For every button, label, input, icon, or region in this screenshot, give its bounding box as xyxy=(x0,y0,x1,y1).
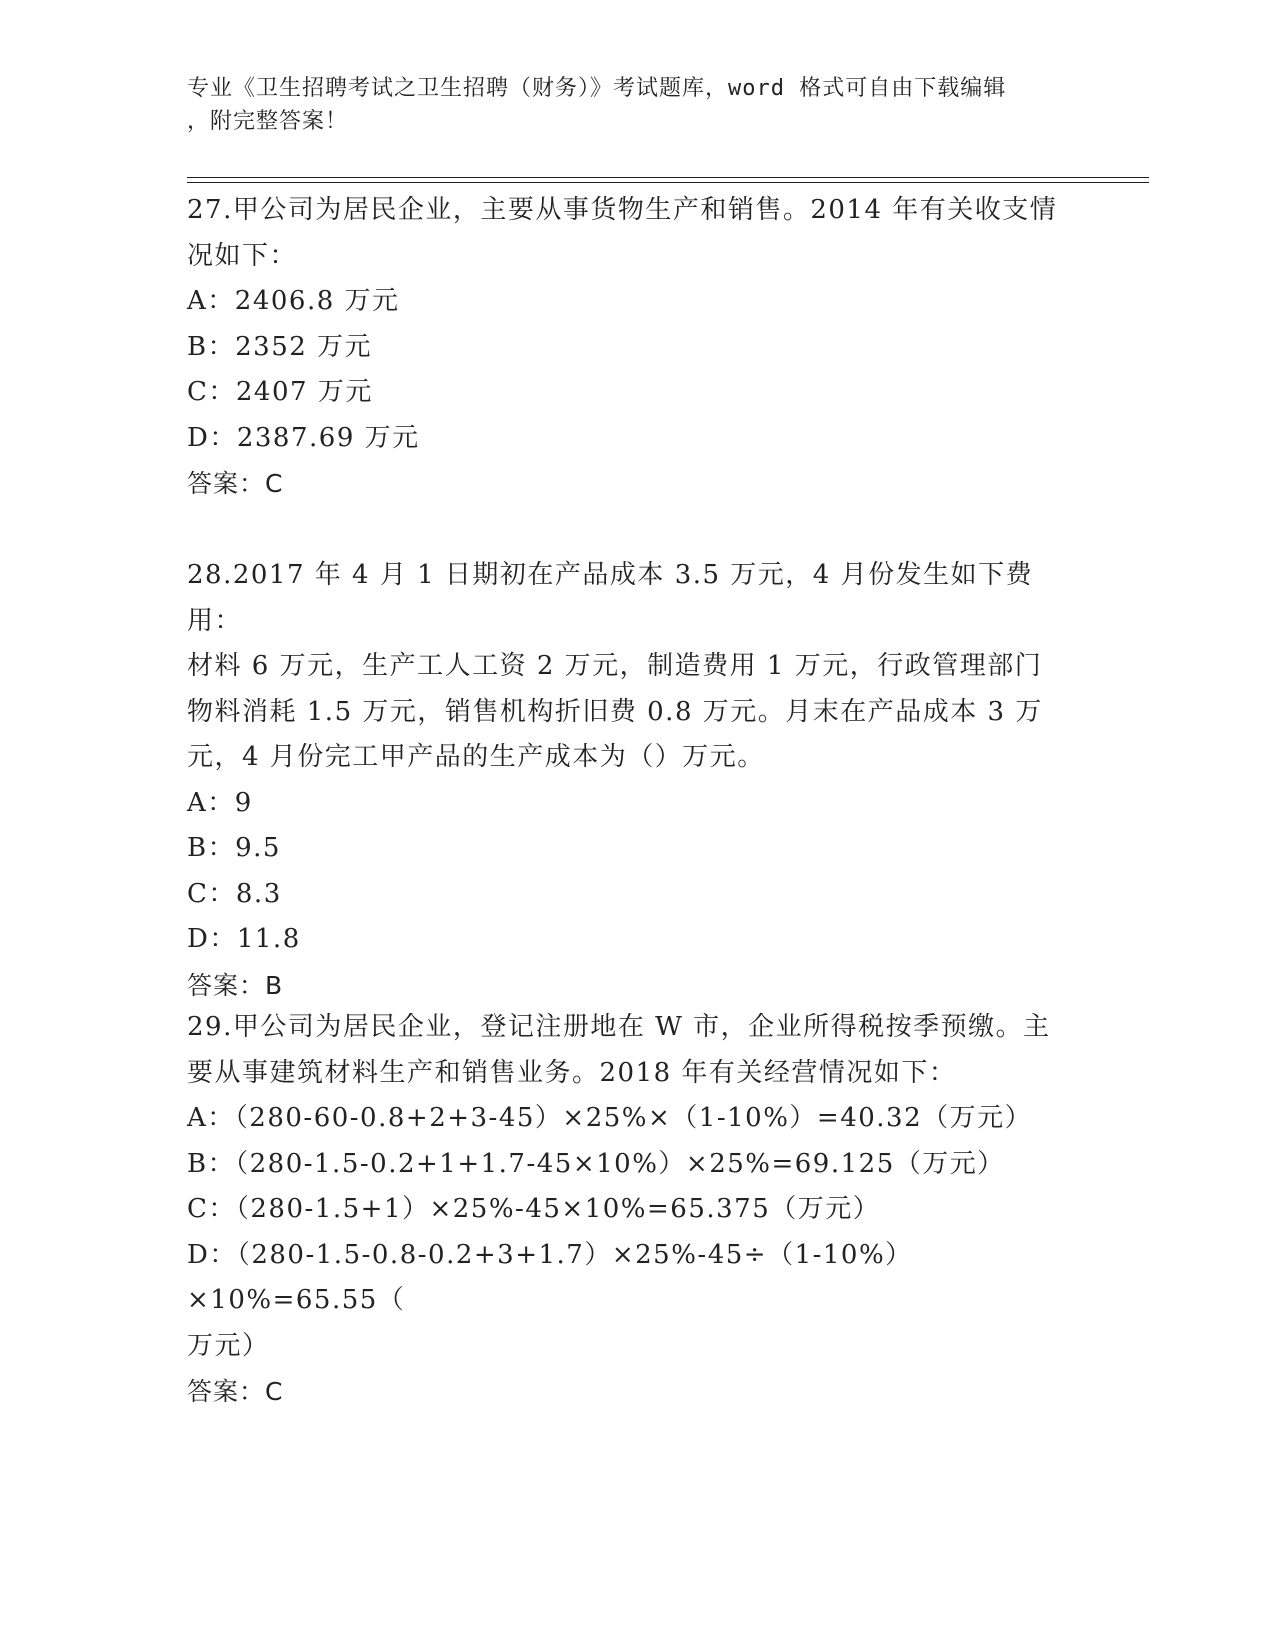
question-stem-line: 物料消耗 1.5 万元，销售机构折旧费 0.8 万元。月末在产品成本 3 万 xyxy=(187,696,1043,727)
document-header xyxy=(187,72,1067,138)
answer-line: 答案：C xyxy=(187,469,284,498)
option-a: A：（280-60-0.8+2+3-45）×25%×（1-10%）=40.32（万元） xyxy=(187,1103,1033,1133)
option-d: D：11.8 xyxy=(187,924,301,954)
question-stem-line: 材料 6 万元，生产工人工资 2 万元，制造费用 1 万元，行政管理部门 xyxy=(187,651,1043,681)
header-line: 专业《卫生招聘考试之卫生招聘（财务）》考试题库，word 格式可自由下载编辑 xyxy=(187,76,1007,101)
option-b: B：（280-1.5-0.2+1+1.7-45×10%）×25%=69.125（万元） xyxy=(187,1148,1005,1179)
answer-line: 答案：C xyxy=(187,1377,284,1406)
question-stem-line: 要从事建筑材料生产和销售业务。2018 年有关经营情况如下： xyxy=(187,1057,957,1088)
question-stem-line: 27.甲公司为居民企业，主要从事货物生产和销售。2014 年有关收支情 xyxy=(187,195,1058,225)
answer-line: 答案：B xyxy=(187,970,284,1000)
question-stem-line: 29.甲公司为居民企业，登记注册地在 W 市，企业所得税按季预缴。主 xyxy=(187,1012,1051,1042)
question-28 xyxy=(187,553,1087,1008)
question-27 xyxy=(187,188,1087,507)
header-divider xyxy=(187,177,1149,178)
question-stem-line: 28.2017 年 4 月 1 日期初在产品成本 3.5 万元，4 月份发生如下费用： xyxy=(187,560,1034,636)
option-a: A：9 xyxy=(187,787,253,818)
header-line: ，附完整答案！ xyxy=(187,109,349,134)
option-c: C：（280-1.5+1）×25%-45×10%=65.375（万元） xyxy=(187,1194,881,1224)
question-29 xyxy=(187,1005,1087,1415)
option-d: D：2387.69 万元 xyxy=(187,422,420,453)
question-stem-line: 况如下： xyxy=(187,240,298,271)
option-a: A：2406.8 万元 xyxy=(187,286,400,316)
option-c: C：2407 万元 xyxy=(187,377,373,407)
question-stem-line: 元，4 月份完工甲产品的生产成本为（）万元。 xyxy=(187,742,765,772)
option-d: D：（280-1.5-0.8-0.2+3+1.7）×25%-45÷（1-10%）×10%=65.55（ xyxy=(187,1239,913,1315)
header-divider xyxy=(187,182,1149,183)
option-b: B：2352 万元 xyxy=(187,331,373,362)
option-c: C：8.3 xyxy=(187,878,282,909)
option-d-continued: 万元） xyxy=(187,1330,270,1361)
option-b: B：9.5 xyxy=(187,833,281,863)
